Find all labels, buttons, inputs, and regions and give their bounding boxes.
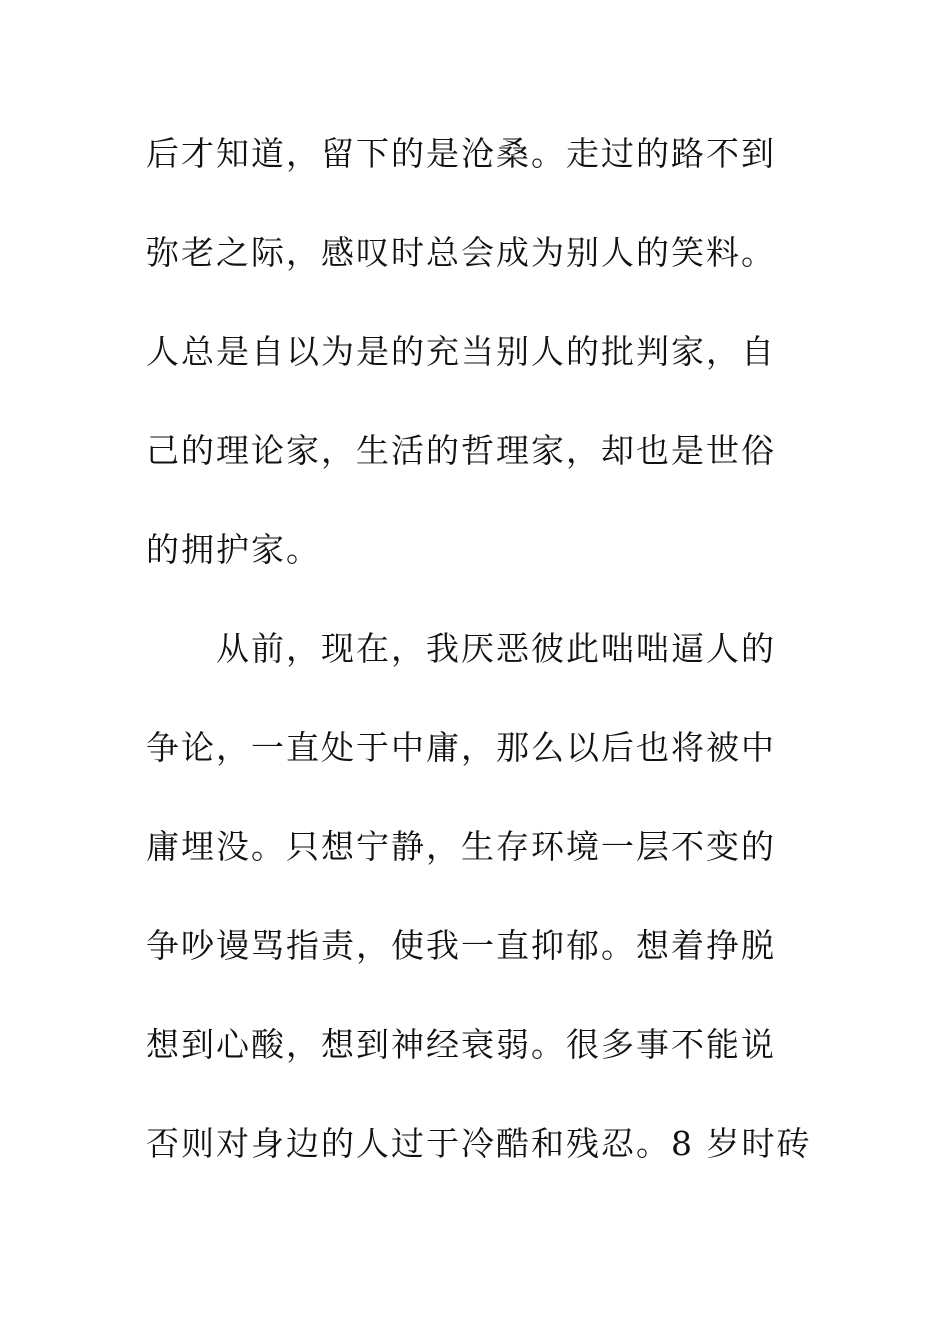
text-line: 的拥护家。 xyxy=(146,530,321,569)
text-line: 想到心酸，想到神经衰弱。很多事不能说 xyxy=(146,1025,776,1064)
text-line: 后才知道，留下的是沧桑。走过的路不到 xyxy=(146,134,776,173)
text-line: 否则对身边的人过于冷酷和残忍。8 岁时砖 xyxy=(146,1124,812,1163)
body-text xyxy=(146,124,812,1213)
text-line: 争论，一直处于中庸，那么以后也将被中 xyxy=(146,728,776,767)
text-line: 己的理论家，生活的哲理家，却也是世俗 xyxy=(146,431,776,470)
text-line: 弥老之际，感叹时总会成为别人的笑料。 xyxy=(146,233,776,272)
text-line: 庸埋没。只想宁静，生存环境一层不变的 xyxy=(146,827,776,866)
text-line: 争吵谩骂指责，使我一直抑郁。想着挣脱 xyxy=(146,926,776,965)
paragraph-start-line: 从前，现在，我厌恶彼此咄咄逼人的 xyxy=(216,629,776,668)
text-line: 人总是自以为是的充当别人的批判家，自 xyxy=(146,332,776,371)
